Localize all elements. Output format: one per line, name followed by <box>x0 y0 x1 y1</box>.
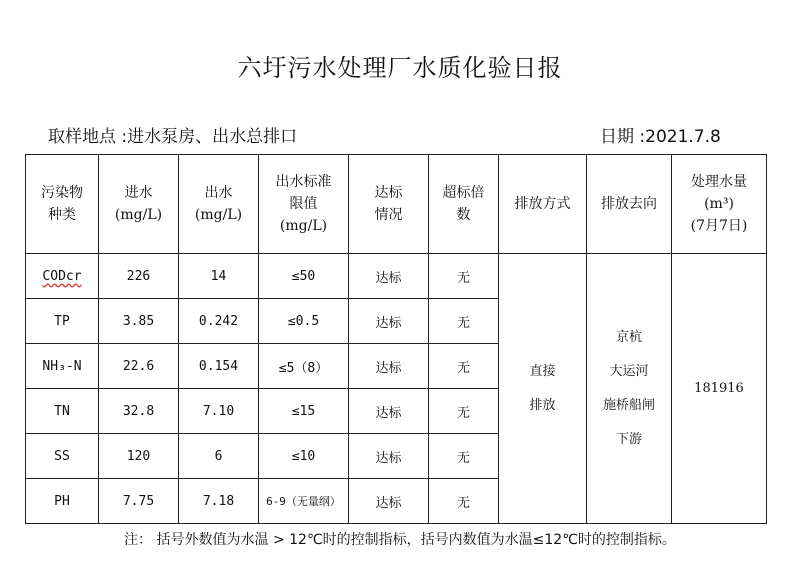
limit-cell: ≤0.5 <box>259 299 349 344</box>
header-limit: 出水标准 限值 (mg/L) <box>259 155 349 254</box>
status-cell: 达标 <box>349 254 429 299</box>
limit-cell: ≤10 <box>259 434 349 479</box>
effluent-cell: 7.18 <box>179 479 259 524</box>
multiple-cell: 无 <box>429 434 499 479</box>
influent-cell: 3.85 <box>99 299 179 344</box>
effluent-cell: 6 <box>179 434 259 479</box>
status-cell: 达标 <box>349 389 429 434</box>
report-date: 日期 :2021.7.8 <box>600 127 721 147</box>
header-discharge-method: 排放方式 <box>499 155 587 254</box>
limit-cell: ≤15 <box>259 389 349 434</box>
footnote: 注： 括号外数值为水温 > 12℃时的控制指标，括号内数值为水温≤12℃时的控制指标。 <box>124 532 676 548</box>
param-cell: SS <box>26 434 99 479</box>
influent-cell: 226 <box>99 254 179 299</box>
limit-cell: ≤50 <box>259 254 349 299</box>
header-pollutant: 污染物 种类 <box>26 155 99 254</box>
limit-cell: 6-9（无量纲） <box>259 479 349 524</box>
param-cell: TN <box>26 389 99 434</box>
discharge-method-cell: 直接 排放 <box>499 254 587 524</box>
header-volume: 处理水量 (m³) (7月7日) <box>672 155 767 254</box>
multiple-cell: 无 <box>429 299 499 344</box>
header-row <box>26 155 767 254</box>
influent-cell: 32.8 <box>99 389 179 434</box>
header-multiple: 超标倍 数 <box>429 155 499 254</box>
water-quality-table <box>25 154 767 524</box>
multiple-cell: 无 <box>429 254 499 299</box>
influent-cell: 22.6 <box>99 344 179 389</box>
effluent-cell: 0.154 <box>179 344 259 389</box>
effluent-cell: 7.10 <box>179 389 259 434</box>
status-cell: 达标 <box>349 479 429 524</box>
param-cell: CODcr <box>26 254 99 299</box>
multiple-cell: 无 <box>429 344 499 389</box>
param-cell: TP <box>26 299 99 344</box>
sampling-location: 取样地点 :进水泵房、出水总排口 <box>48 127 298 147</box>
status-cell: 达标 <box>349 344 429 389</box>
effluent-cell: 0.242 <box>179 299 259 344</box>
effluent-cell: 14 <box>179 254 259 299</box>
header-effluent: 出水 (mg/L) <box>179 155 259 254</box>
volume-cell: 181916 <box>672 254 767 524</box>
discharge-dest-cell: 京杭 大运河 施桥船闸 下游 <box>587 254 672 524</box>
limit-cell: ≤5（8） <box>259 344 349 389</box>
table-row <box>26 254 767 299</box>
influent-cell: 120 <box>99 434 179 479</box>
multiple-cell: 无 <box>429 479 499 524</box>
status-cell: 达标 <box>349 434 429 479</box>
header-discharge-dest: 排放去向 <box>587 155 672 254</box>
influent-cell: 7.75 <box>99 479 179 524</box>
report-title: 六圩污水处理厂水质化验日报 <box>237 54 563 82</box>
header-status: 达标 情况 <box>349 155 429 254</box>
param-cell: NH₃-N <box>26 344 99 389</box>
header-influent: 进水 (mg/L) <box>99 155 179 254</box>
param-cell: PH <box>26 479 99 524</box>
status-cell: 达标 <box>349 299 429 344</box>
multiple-cell: 无 <box>429 389 499 434</box>
